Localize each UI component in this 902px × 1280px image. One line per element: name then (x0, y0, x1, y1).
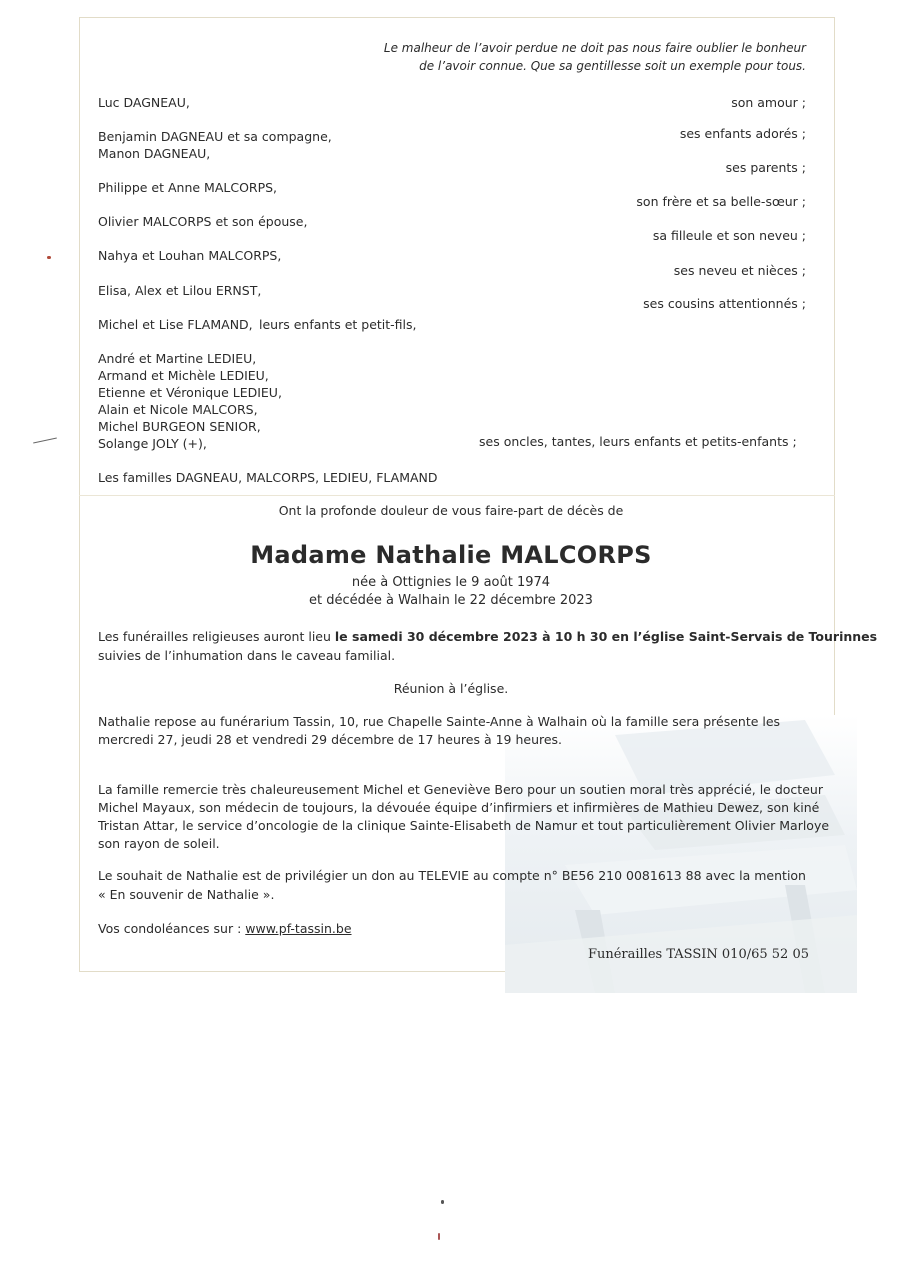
donation-line-2: « En souvenir de Nathalie ». (98, 887, 275, 902)
scan-speck (441, 1200, 444, 1204)
thanks-line-2: Michel Mayaux, son médecin de toujours, la dévouée équipe d’infirmiers et infirmières de Mathieu Dewez, son kiné (98, 800, 820, 815)
family-philippe: Philippe et Anne MALCORPS, (98, 180, 278, 195)
family-etienne: Etienne et Véronique LEDIEU, (98, 385, 282, 400)
deceased-name: Madame Nathalie MALCORPS (250, 541, 652, 569)
family-michel-lise: Michel et Lise FLAMAND, (98, 317, 253, 332)
relation-frere: son frère et sa belle-sœur ; (636, 194, 806, 209)
scan-speck (438, 1233, 440, 1240)
donation-line-1: Le souhait de Nathalie est de privilégier un don au TELEVIE au compte n° BE56 210 0081613 88 avec la mention (98, 868, 806, 883)
family-michel-lise-suffix: leurs enfants et petit-fils, (259, 317, 417, 332)
family-alain: Alain et Nicole MALCORS, (98, 402, 258, 417)
thanks-line-4: son rayon de soleil. (98, 836, 220, 851)
relation-cousins: ses cousins attentionnés ; (643, 296, 806, 311)
undertaker-contact: Funérailles TASSIN 010/65 52 05 (587, 947, 809, 962)
fold-line (79, 495, 835, 496)
family-armand: Armand et Michèle LEDIEU, (98, 368, 269, 383)
family-benjamin: Benjamin DAGNEAU et sa compagne, (98, 129, 332, 144)
condolences-label: Vos condoléances sur : (98, 921, 246, 936)
reunion-text: Réunion à l’église. (393, 681, 509, 696)
thanks-line-1: La famille remercie très chaleureusement Michel et Geneviève Bero pour un soutien moral très apprécié, le docteur (98, 782, 823, 797)
funeral-prefix: Les funérailles religieuses auront lieu (98, 629, 335, 644)
family-solange: Solange JOLY (+), (98, 436, 207, 451)
family-andre: André et Martine LEDIEU, (98, 351, 257, 366)
scan-mark (33, 438, 57, 444)
funeral-details: le samedi 30 décembre 2023 à 10 h 30 en l’église Saint-Servais de Tourinnes (334, 629, 878, 644)
repose-line-2: mercredi 27, jeudi 28 et vendredi 29 décembre de 17 heures à 19 heures. (98, 732, 563, 747)
relation-neveu: ses neveu et nièces ; (673, 263, 806, 278)
funeral-line-2: suivies de l’inhumation dans le caveau familial. (98, 648, 396, 663)
quote-line-1: Le malheur de l’avoir perdue ne doit pas nous faire oublier le bonheur (383, 41, 806, 55)
funeral-line-1 (98, 628, 877, 645)
family-familles: Les familles DAGNEAU, MALCORPS, LEDIEU, FLAMAND (98, 470, 438, 485)
scan-speck (47, 256, 51, 259)
relation-amour: son amour ; (731, 95, 806, 110)
announcement-intro: Ont la profonde douleur de vous faire-part de décès de (278, 503, 624, 518)
death-info: et décédée à Walhain le 22 décembre 2023 (309, 593, 593, 608)
condolences-line (98, 920, 352, 937)
repose-line-1: Nathalie repose au funérarium Tassin, 10, rue Chapelle Sainte-Anne à Walhain où la famille sera présente les (98, 714, 781, 729)
relation-parents: ses parents ; (725, 160, 806, 175)
relation-oncles: ses oncles, tantes, leurs enfants et petits-enfants ; (479, 434, 797, 449)
thanks-line-3: Tristan Attar, le service d’oncologie de la clinique Sainte-Elisabeth de Namur et tout particulièrement Olivier Marloye (98, 818, 830, 833)
family-luc: Luc DAGNEAU, (98, 95, 190, 110)
family-elisa: Elisa, Alex et Lilou ERNST, (98, 283, 262, 298)
relation-enfants: ses enfants adorés ; (679, 126, 806, 141)
family-nahya: Nahya et Louhan MALCORPS, (98, 248, 282, 263)
family-burgeon: Michel BURGEON SENIOR, (98, 419, 261, 434)
family-manon: Manon DAGNEAU, (98, 146, 211, 161)
quote-line-2: de l’avoir connue. Que sa gentillesse soit un exemple pour tous. (419, 59, 806, 73)
condolences-link[interactable]: www.pf-tassin.be (245, 921, 352, 936)
family-olivier: Olivier MALCORPS et son épouse, (98, 214, 308, 229)
birth-info: née à Ottignies le 9 août 1974 (351, 575, 551, 590)
relation-filleule: sa filleule et son neveu ; (652, 228, 806, 243)
